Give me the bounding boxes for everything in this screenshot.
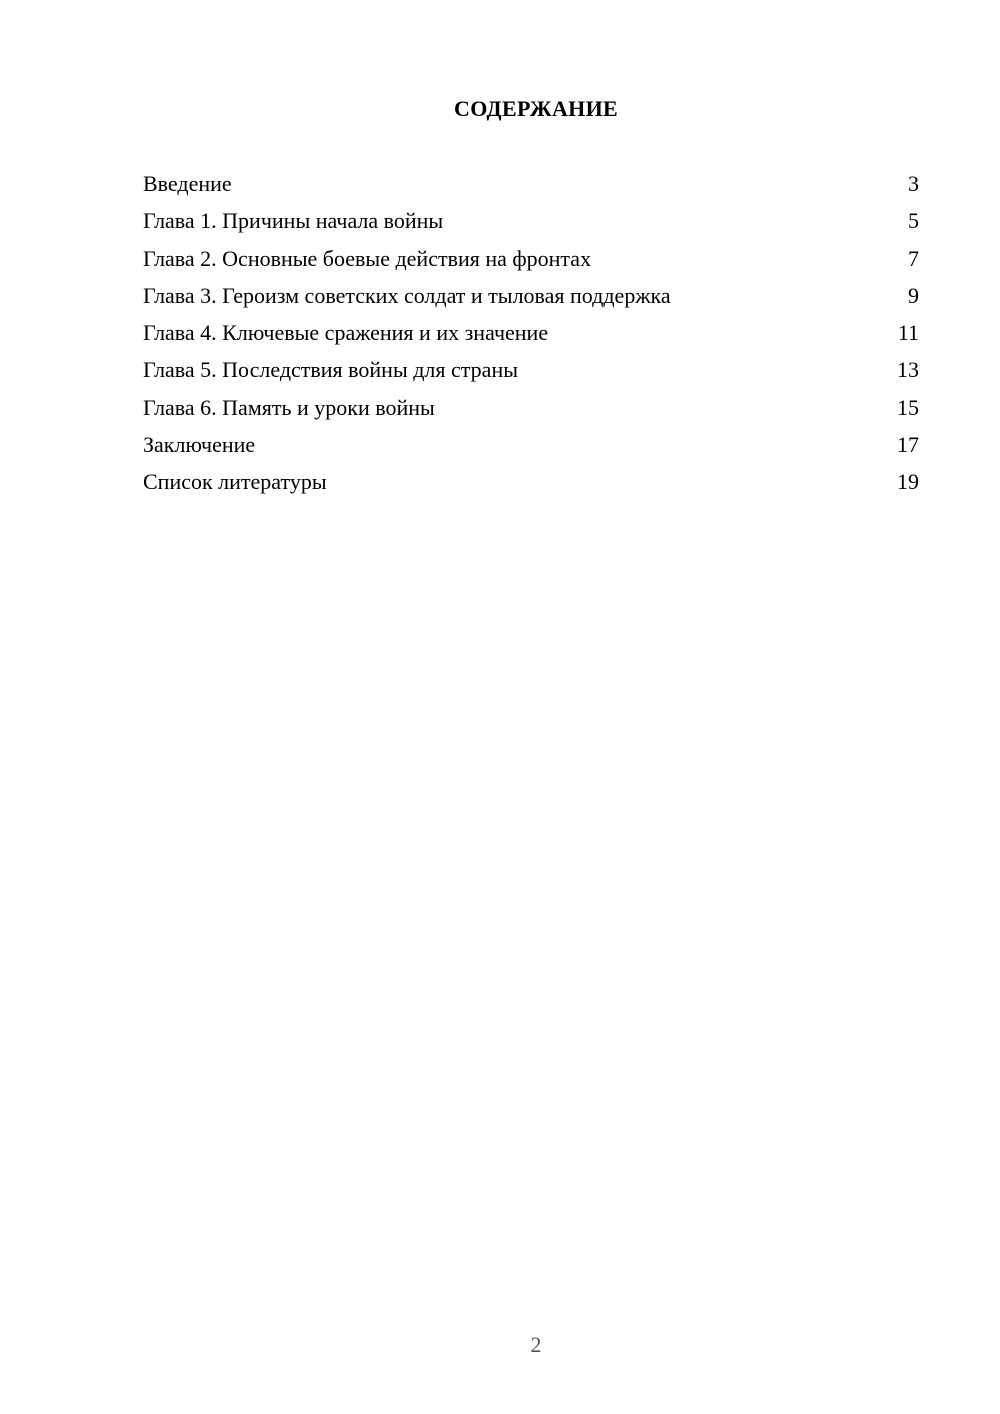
toc-entry-page: 17 — [897, 432, 919, 458]
toc-entry-label: Заключение — [143, 432, 256, 458]
toc-entry-chapter-6 — [143, 392, 919, 429]
toc-entry-conclusion — [143, 429, 919, 466]
toc-entry-label: Введение — [143, 171, 232, 196]
toc-entry-page: 15 — [897, 394, 919, 420]
toc-entry-page: 11 — [897, 320, 919, 346]
toc-entry-page: 13 — [897, 357, 919, 383]
toc-entry-label: Глава 1. Причины начала войны — [143, 208, 444, 234]
page-number: 2 — [530, 1332, 542, 1357]
toc-entry-label: Глава 3. Героизм советских солдат и тыловая поддержка — [143, 282, 671, 308]
toc-entry-bibliography — [143, 466, 919, 503]
toc-entry-label: Список литературы — [143, 469, 327, 495]
toc-entry-page: 5 — [908, 208, 919, 234]
toc-entry-label: Глава 2. Основные боевые действия на фронтах — [143, 245, 592, 271]
toc-entry-chapter-1 — [143, 205, 919, 242]
toc-entry-chapter-2 — [143, 243, 919, 280]
toc-entry-chapter-5 — [143, 354, 919, 391]
toc-entry-label: Глава 6. Память и уроки войны — [143, 394, 435, 420]
page-title: СОДЕРЖАНИЕ — [454, 96, 618, 121]
toc-entry-introduction — [143, 168, 919, 205]
toc-entry-page: 3 — [908, 171, 919, 196]
toc-entry-page: 7 — [908, 245, 919, 271]
toc-entry-page: 9 — [908, 282, 919, 308]
toc-entry-page: 19 — [897, 469, 919, 495]
toc-entry-label: Глава 4. Ключевые сражения и их значение — [143, 320, 549, 346]
toc-entry-chapter-3 — [143, 280, 919, 317]
table-of-contents — [143, 168, 919, 504]
toc-entry-label: Глава 5. Последствия войны для страны — [143, 357, 518, 383]
toc-entry-chapter-4 — [143, 317, 919, 354]
